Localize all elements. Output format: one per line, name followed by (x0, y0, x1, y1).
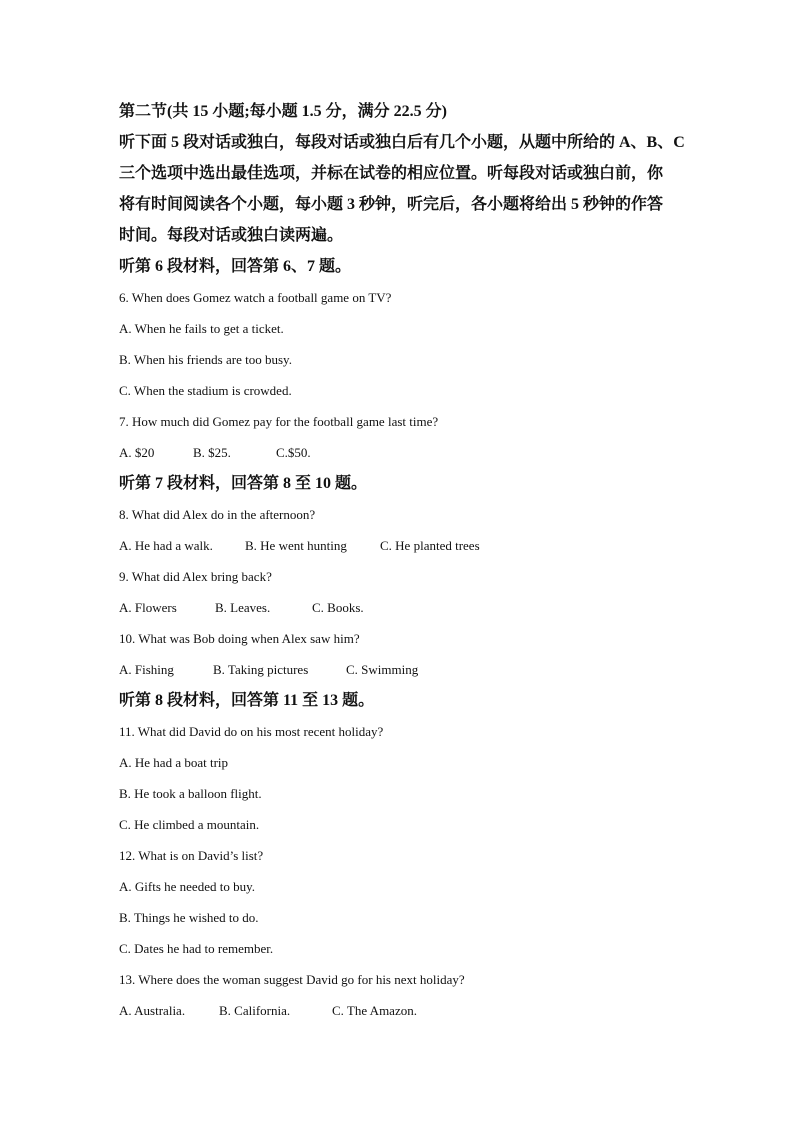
question-13-stem: 13. Where does the woman suggest David go for his next holiday? (119, 972, 465, 987)
question-9-options (119, 592, 719, 623)
question-8-option-c: C. He planted trees (380, 538, 480, 553)
question-8-option-a: A. He had a walk. (119, 538, 213, 553)
question-12-option-a: A. Gifts he needed to buy. (119, 879, 255, 894)
question-10-option-c: C. Swimming (346, 662, 419, 677)
question-10-stem: 10. What was Bob doing when Alex saw him? (119, 631, 360, 646)
question-12-option-c: C. Dates he had to remember. (119, 941, 274, 956)
question-6-stem: 6. When does Gomez watch a football game on TV? (119, 290, 392, 305)
question-6-option-c: C. When the stadium is crowded. (119, 383, 292, 398)
group-heading-8: 听第 8 段材料，回答第 11 至 13 题。 (119, 692, 375, 709)
question-10-option-b: B. Taking pictures (213, 662, 309, 677)
group-heading-7: 听第 7 段材料，回答第 8 至 10 题。 (119, 475, 368, 492)
instruction-line: 三个选项中选出最佳选项，并标在试卷的相应位置。听每段对话或独白前，你 (119, 165, 664, 182)
instruction-line: 时间。每段对话或独白读两遍。 (119, 227, 344, 244)
question-7-stem: 7. How much did Gomez pay for the football game last time? (119, 414, 439, 429)
exam-page (119, 96, 719, 1026)
question-9-option-b: B. Leaves. (215, 600, 271, 615)
question-9-stem: 9. What did Alex bring back? (119, 569, 272, 584)
question-13-option-b: B. California. (219, 1003, 291, 1018)
instruction-line: 将有时间阅读各个小题，每小题 3 秒钟，听完后，各小题将给出 5 秒钟的作答 (119, 196, 664, 213)
question-7-option-c: C.$50. (276, 445, 311, 460)
question-10-option-a: A. Fishing (119, 662, 174, 677)
question-7-option-b: B. $25. (193, 445, 231, 460)
question-13-option-a: A. Australia. (119, 1003, 186, 1018)
group-heading-6: 听第 6 段材料，回答第 6、7 题。 (119, 258, 352, 275)
question-7-option-a: A. $20 (119, 445, 155, 460)
section-heading: 第二节(共 15 小题;每小题 1.5 分，满分 22.5 分) (119, 103, 447, 120)
question-8-options (119, 530, 719, 561)
question-11-option-c: C. He climbed a mountain. (119, 817, 260, 832)
question-11-stem: 11. What did David do on his most recent holiday? (119, 724, 384, 739)
question-6-option-a: A. When he fails to get a ticket. (119, 321, 284, 336)
question-11-option-b: B. He took a balloon flight. (119, 786, 262, 801)
question-7-options (119, 437, 719, 468)
question-13-options (119, 995, 719, 1026)
question-10-options (119, 654, 719, 685)
question-8-stem: 8. What did Alex do in the afternoon? (119, 507, 316, 522)
question-8-option-b: B. He went hunting (245, 538, 347, 553)
question-12-stem: 12. What is on David’s list? (119, 848, 264, 863)
question-9-option-a: A. Flowers (119, 600, 177, 615)
question-9-option-c: C. Books. (312, 600, 364, 615)
question-13-option-c: C. The Amazon. (332, 1003, 417, 1018)
question-12-option-b: B. Things he wished to do. (119, 910, 259, 925)
instruction-line: 听下面 5 段对话或独白，每段对话或独白后有几个小题，从题中所给的 A、B、C (119, 134, 685, 151)
question-11-option-a: A. He had a boat trip (119, 755, 229, 770)
question-6-option-b: B. When his friends are too busy. (119, 352, 292, 367)
